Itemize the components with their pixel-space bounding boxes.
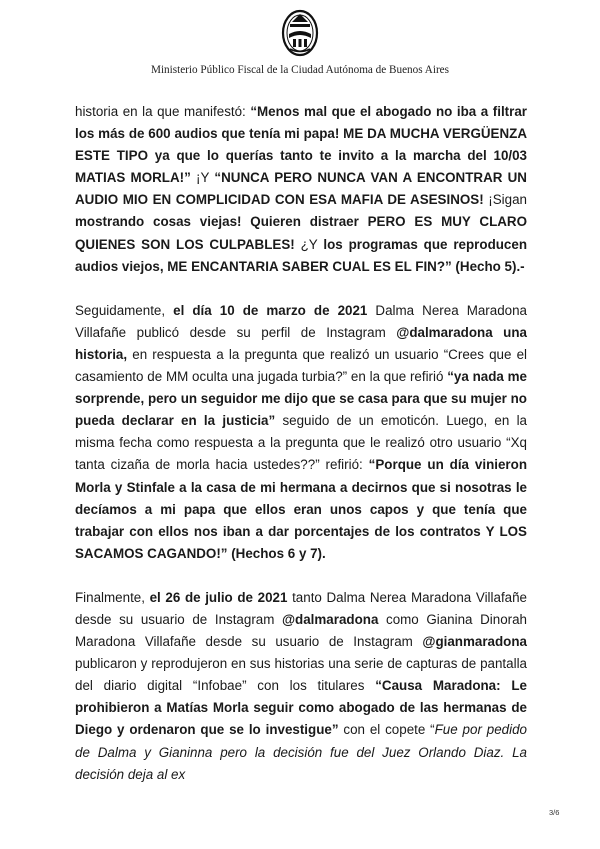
text-run: @dalmaradona una historia, xyxy=(75,324,527,362)
text-run: mostrando cosas viejas! Quieren distraer PERO ES MUY CLARO QUIENES SON LOS CULPABLES! xyxy=(75,214,527,252)
text-run: Dalma Nerea Maradona Villafañe publicó desde su perfil de Instagram xyxy=(75,302,527,340)
text-run: “Porque un día vinieron Morla y Stinfale a la casa de mi hermana a decirnos que si nosotras le decíamos a mi papa que ellos eran unos capos y que tenía que trabajar con ellos nos iban a dar porcentajes de los contratos Y LOS SACAMOS CAGANDO!” (Hechos 6 y 7). xyxy=(75,457,527,561)
text-run: los programas que reproducen audios viejos, ME ENCANTARIA SABER CUAL ES EL FIN?” (Hecho 5).- xyxy=(75,236,528,274)
page-header xyxy=(0,64,600,76)
text-run: Seguidamente, xyxy=(75,302,174,318)
paragraph-2 xyxy=(75,300,527,565)
document-body xyxy=(75,101,527,808)
text-run: el día 10 de marzo de 2021 xyxy=(173,302,376,318)
text-run: “Causa Maradona: Le prohibieron a Matías Morla seguir como abogado de las hermanas de Diego y ordenaron que se lo investigue” xyxy=(75,678,527,738)
text-run: “Menos mal que el abogado no iba a filtrar los más de 600 audios que tenía mi papa! ME DA MUCHA VERGÜENZA ESTE TIPO ya que lo querías tanto te invito a la marcha del 10/03 MATIAS MORLA!” xyxy=(75,104,528,186)
paragraph-3 xyxy=(75,587,527,786)
paragraph-1 xyxy=(75,101,527,278)
text-run: con el copete “ xyxy=(343,722,435,738)
text-run: @dalmaradona xyxy=(281,611,386,627)
text-run: en respuesta a la pregunta que realizó un usuario “Crees que el casamiento de MM oculta una jugada turbia?” en la que refirió xyxy=(75,346,527,385)
institution-seal-icon xyxy=(281,8,319,58)
text-run: publicaron y reprodujeron en sus historias una serie de capturas de pantalla del diario digital “Infobae” con los titulares xyxy=(75,656,527,694)
text-run: como Gianina Dinorah Maradona Villafañe desde su usuario de Instagram xyxy=(75,611,527,650)
text-run: seguido de un emoticón. Luego, en la misma fecha como respuesta a la pregunta que le realizó otro usuario “Xq tanta cizaña de morla hacia ustedes??” refirió: xyxy=(75,413,527,473)
page-number: 3/6 xyxy=(549,808,560,817)
text-run: historia en la que manifestó: xyxy=(75,104,251,119)
text-run: Fue por pedido de Dalma y Gianinna pero la decisión fue del Juez Orlando Diaz. La decisión deja al ex xyxy=(75,722,527,782)
header-title: Ministerio Público Fiscal de la Ciudad Autónoma de Buenos Aires xyxy=(151,64,449,76)
text-run: “NUNCA PERO NUNCA VAN A ENCONTRAR UN AUDIO MIO EN COMPLICIDAD CON ESA MAFIA DE ASESINOS! xyxy=(75,170,527,208)
text-run: el 26 de julio de 2021 xyxy=(149,589,293,605)
text-run: “ya nada me sorprende, pero un seguidor me dijo que se casa para que su mujer no pueda declarar en la justicia” xyxy=(75,369,527,429)
text-run: ¡Sigan xyxy=(488,192,527,208)
text-run: ¡Y xyxy=(196,170,215,186)
text-run: ¿Y xyxy=(300,236,324,252)
text-run: tanto Dalma Nerea Maradona Villafañe desde su usuario de Instagram xyxy=(75,589,528,627)
text-run: @gianmaradona xyxy=(422,634,527,650)
text-run: Finalmente, xyxy=(75,589,150,605)
